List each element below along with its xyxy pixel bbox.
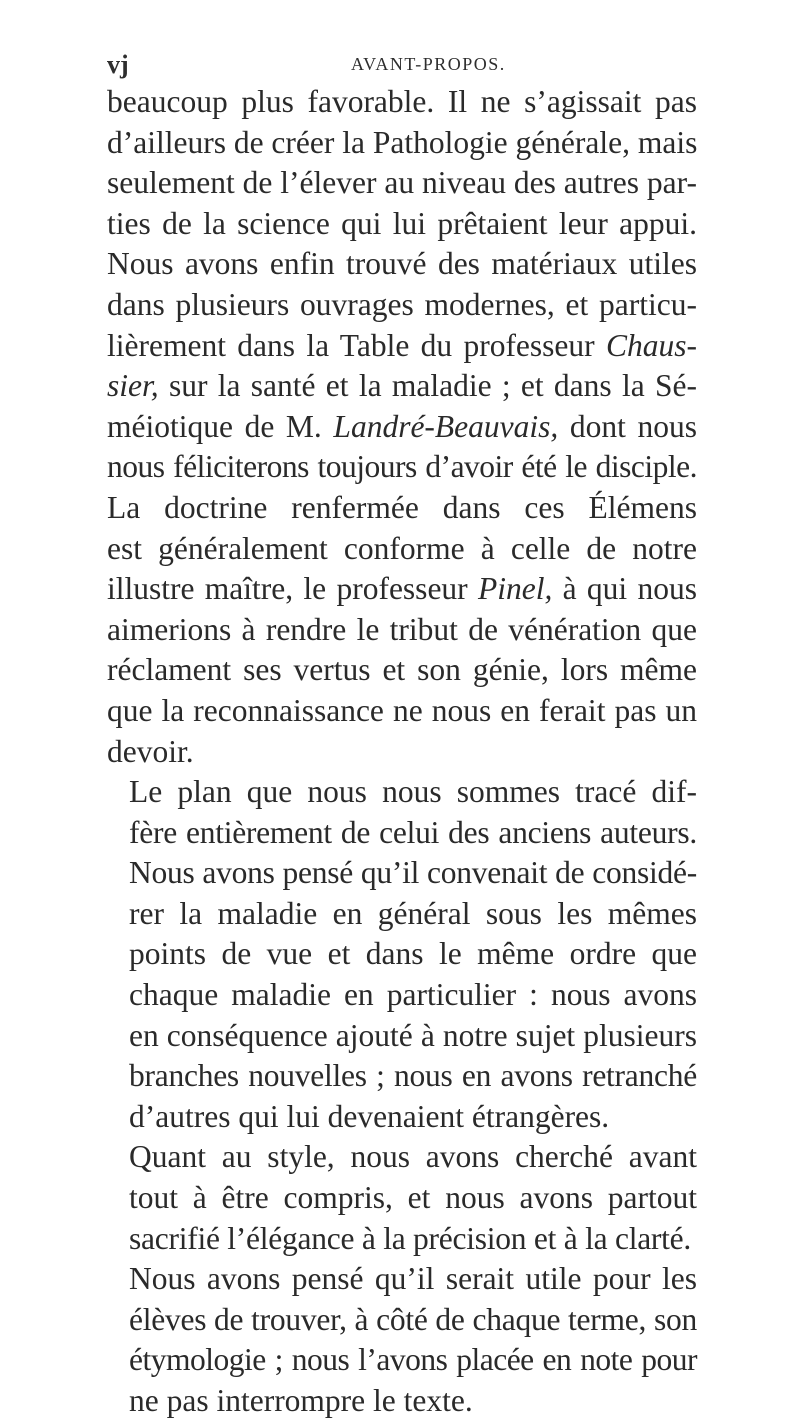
text-line: méiotique de M. Landré-Beauvais, dont nous	[107, 408, 697, 444]
text-line: points de vue et dans le même ordre que	[129, 936, 697, 972]
text-line: aimerions à rendre le tribut de vénération que	[107, 611, 697, 647]
body-text	[107, 82, 697, 1422]
text-line: lièrement dans la Table du professeur Chaus-	[107, 327, 697, 363]
text-line: illustre maître, le professeur Pinel, à qui nous	[107, 571, 697, 607]
text-line: sier, sur la santé et la maladie ; et dans la Sé-	[107, 368, 697, 404]
text-line: seulement de l’élever au niveau des autres par-	[107, 165, 697, 201]
text-line: nous féliciterons toujours d’avoir été le disciple.	[107, 449, 697, 485]
text-line: Quant au style, nous avons cherché avant	[129, 1139, 697, 1175]
text-line: élèves de trouver, à côté de chaque terme, son	[129, 1301, 697, 1337]
text-line: en conséquence ajouté à notre sujet plusieurs	[129, 1017, 697, 1053]
text-line: Nous avons pensé qu’il convenait de considé-	[129, 855, 697, 891]
text-line: ties de la science qui lui prêtaient leur appui.	[107, 205, 697, 241]
italic-name: sier,	[107, 368, 159, 404]
text-line: tout à être compris, et nous avons partout	[129, 1180, 697, 1216]
text-line: dans plusieurs ouvrages modernes, et particu-	[107, 286, 697, 322]
text-line: Nous avons enfin trouvé des matériaux utiles	[107, 246, 697, 282]
page-header	[107, 50, 667, 80]
text-line: Le plan que nous nous sommes tracé dif-	[129, 774, 697, 810]
paragraph-2	[107, 772, 697, 1137]
paragraph-3	[107, 1137, 697, 1259]
text-line: d’ailleurs de créer la Pathologie générale, mais	[107, 124, 698, 160]
running-title: AVANT-PROPOS.	[351, 54, 506, 74]
text-line: devoir.	[107, 733, 194, 769]
text-line: réclament ses vertus et son génie, lors même	[107, 652, 697, 688]
italic-name: Chaus-	[605, 327, 697, 363]
text-line: d’autres qui lui devenaient étrangères.	[129, 1098, 610, 1134]
text-line: sacrifié l’élégance à la précision et à la clarté.	[129, 1220, 692, 1256]
italic-name: Landré-Beauvais,	[333, 408, 559, 444]
page-folio: vj	[107, 50, 129, 79]
text-line: La doctrine renfermée dans ces Élémens	[107, 489, 697, 525]
italic-name: Pinel,	[477, 571, 553, 607]
text-line: branches nouvelles ; nous en avons retranché	[129, 1058, 697, 1094]
text-line: beaucoup plus favorable. Il ne s’agissait pas	[107, 84, 697, 119]
text-line: Nous avons pensé qu’il serait utile pour les	[129, 1261, 697, 1297]
text-line: est généralement conforme à celle de notre	[107, 530, 697, 566]
text-line: étymologie ; nous l’avons placée en note pour	[129, 1342, 697, 1378]
paragraph-1	[107, 82, 697, 772]
paragraph-4	[107, 1259, 697, 1421]
text-line: fère entièrement de celui des anciens auteurs.	[129, 814, 697, 850]
text-line: chaque maladie en particulier : nous avons	[129, 977, 697, 1013]
text-line: ne pas interrompre le texte.	[129, 1383, 473, 1418]
text-line: que la reconnaissance ne nous en ferait pas un	[107, 692, 697, 728]
text-line: rer la maladie en général sous les mêmes	[129, 895, 697, 931]
